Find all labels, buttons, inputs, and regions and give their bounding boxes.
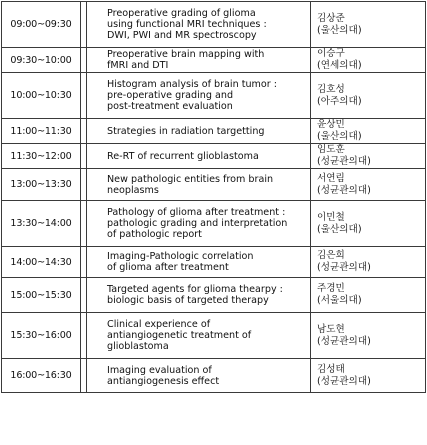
topic-line: pathologic grading and interpretation: [107, 218, 288, 229]
schedule-table: [1, 1, 426, 393]
topic-line: neoplasms: [107, 184, 159, 196]
speaker-cell: [311, 247, 426, 278]
topic-cell: [87, 73, 311, 119]
schedule-row: [2, 313, 426, 359]
time-slot: 09:00~09:30: [2, 2, 81, 48]
schedule-row: [2, 48, 426, 73]
topic-line: DWI, PWI and MR spectroscopy: [107, 30, 257, 41]
topic-line: Imaging evaluation of: [107, 364, 212, 376]
topic-line: Histogram analysis of brain tumor :: [107, 79, 277, 90]
schedule-row: [2, 2, 426, 48]
speaker-affiliation: (울산의대): [317, 24, 362, 36]
speaker-cell: [311, 359, 426, 393]
schedule-row: [2, 278, 426, 313]
time-slot: 15:30~16:00: [2, 313, 81, 359]
topic-cell: [87, 278, 311, 313]
time-slot: 15:00~15:30: [2, 278, 81, 313]
topic-cell: [87, 313, 311, 359]
speaker-cell: [311, 144, 426, 169]
schedule-row: [2, 169, 426, 201]
topic-cell: [87, 48, 311, 73]
speaker-affiliation: (아주의대): [317, 95, 362, 107]
topic-line: Re-RT of recurrent glioblastoma: [107, 150, 259, 162]
time-slot: 10:00~10:30: [2, 73, 81, 119]
time-slot: 09:30~10:00: [2, 48, 81, 73]
speaker-affiliation: (울산의대): [317, 223, 362, 235]
schedule-row: [2, 359, 426, 393]
speaker-name: 이승구: [317, 48, 345, 59]
speaker-affiliation: (성균관의대): [317, 335, 371, 347]
topic-line: of pathologic report: [107, 229, 202, 240]
speaker-cell: [311, 2, 426, 48]
topic-line: New pathologic entities from brain: [107, 173, 274, 185]
topic-cell: [87, 247, 311, 278]
topic-line: Pathology of glioma after treatment :: [107, 207, 286, 218]
schedule-row: [2, 201, 426, 247]
schedule-row: [2, 247, 426, 278]
speaker-cell: [311, 278, 426, 313]
topic-line: antiangiogenesis effect: [107, 375, 220, 387]
topic-line: Preoperative grading of glioma: [107, 8, 256, 19]
speaker-name: 임도훈: [317, 144, 345, 155]
topic-line: biologic basis of targeted therapy: [107, 295, 269, 306]
topic-line: Targeted agents for glioma thearpy :: [107, 284, 283, 295]
speaker-cell: [311, 201, 426, 247]
speaker-cell: [311, 48, 426, 73]
topic-cell: [87, 2, 311, 48]
schedule-row: [2, 73, 426, 119]
schedule-row: [2, 144, 426, 169]
speaker-name: 서연림: [317, 172, 345, 184]
topic-cell: [87, 359, 311, 393]
speaker-cell: [311, 169, 426, 201]
speaker-name: 김성태: [317, 363, 345, 375]
time-slot: 11:00~11:30: [2, 119, 81, 144]
time-slot: 16:00~16:30: [2, 359, 81, 393]
topic-cell: [87, 201, 311, 247]
topic-cell: [87, 119, 311, 144]
speaker-name: 김은희: [317, 250, 345, 261]
time-slot: 13:00~13:30: [2, 169, 81, 201]
speaker-affiliation: (연세의대): [317, 60, 362, 71]
topic-line: of glioma after treatment: [107, 262, 229, 273]
topic-line: pre-operative grading and: [107, 90, 234, 101]
speaker-affiliation: (성균관의대): [317, 375, 371, 387]
speaker-affiliation: (성균관의대): [317, 156, 371, 167]
speaker-cell: [311, 313, 426, 359]
speaker-cell: [311, 119, 426, 144]
speaker-name: 윤상민: [317, 119, 345, 130]
speaker-name: 이민철: [317, 211, 345, 223]
topic-cell: [87, 144, 311, 169]
speaker-affiliation: (울산의대): [317, 131, 362, 142]
topic-line: Strategies in radiation targetting: [107, 125, 265, 137]
topic-line: Preoperative brain mapping with: [107, 49, 265, 60]
speaker-cell: [311, 73, 426, 119]
topic-cell: [87, 169, 311, 201]
topic-line: antiangiogenetic treatment of: [107, 330, 252, 341]
time-slot: 13:30~14:00: [2, 201, 81, 247]
speaker-name: 김상준: [317, 12, 345, 24]
topic-line: post-treatment evaluation: [107, 101, 233, 112]
speaker-name: 남도현: [317, 323, 345, 335]
topic-line: glioblastoma: [107, 341, 169, 352]
topic-line: using functional MRI techniques :: [107, 19, 267, 30]
speaker-affiliation: (서울의대): [317, 295, 362, 306]
time-slot: 11:30~12:00: [2, 144, 81, 169]
topic-line: Imaging-Pathologic correlation: [107, 251, 254, 262]
time-slot: 14:00~14:30: [2, 247, 81, 278]
topic-line: fMRI and DTI: [107, 60, 169, 71]
speaker-name: 주경민: [317, 283, 345, 294]
topic-line: Clinical experience of: [107, 319, 211, 330]
speaker-name: 김호성: [317, 83, 345, 95]
speaker-affiliation: (성균관의대): [317, 184, 371, 196]
speaker-affiliation: (성균관의대): [317, 262, 371, 273]
schedule-row: [2, 119, 426, 144]
